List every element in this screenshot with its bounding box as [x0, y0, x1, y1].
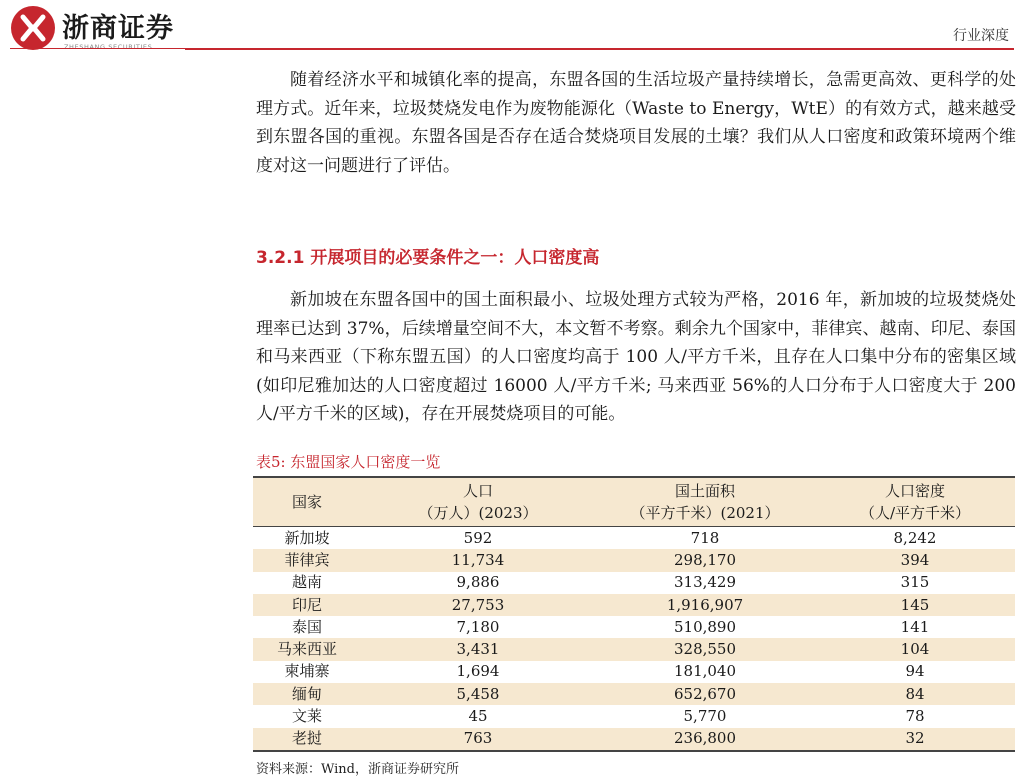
cell-area: 298,170	[595, 549, 815, 571]
cell-density: 104	[815, 638, 1015, 660]
cell-population: 3,431	[361, 638, 595, 660]
table-row	[253, 572, 1015, 594]
header-area-title: 国土面积	[674, 482, 735, 500]
cell-density: 8,242	[893, 528, 937, 547]
cell-population: 7,180	[456, 617, 500, 636]
cell-density: 315	[900, 573, 930, 592]
cell-country: 印尼	[253, 594, 361, 616]
cell-density: 394	[815, 549, 1015, 571]
header-population	[361, 477, 595, 527]
cell-country: 缅甸	[253, 683, 361, 705]
cell-country: 越南	[291, 573, 322, 592]
header-density-unit: （人/平方千米）	[859, 504, 971, 522]
cell-country: 新加坡	[284, 528, 330, 547]
header-country: 国家	[253, 477, 361, 527]
intro-paragraph: 随着经济水平和城镇化率的提高，东盟各国的生活垃圾产量持续增长，急需更高效、更科学的处理方式。近年来，垃圾焚烧发电作为废物能源化（Waste to Energy，WtE）的有效方式，越来越受到东盟各国的重视。东盟各国是否存在适合焚烧项目发展的土壤？我们从人口密度和政策环境两个维度对这一问题进行了评估。	[256, 70, 1016, 176]
cell-area: 181,040	[673, 662, 737, 681]
cell-density: 78	[905, 707, 925, 726]
cell-area: 313,429	[673, 573, 737, 592]
header-population-unit: （万人）(2023）	[418, 504, 538, 522]
cell-population: 592	[463, 528, 493, 547]
cell-country: 文莱	[291, 707, 322, 726]
cell-country: 老挝	[253, 728, 361, 751]
header-density-title: 人口密度	[884, 482, 945, 500]
cell-population: 27,753	[361, 594, 595, 616]
table-row	[253, 527, 1015, 550]
brand-mark-icon	[10, 5, 56, 51]
cell-country: 马来西亚	[253, 638, 361, 660]
header-population-title: 人口	[462, 482, 493, 500]
density-table	[253, 476, 1015, 752]
cell-area: 718	[690, 528, 720, 547]
brand-name-en: ZHESHANG SECURITIES	[64, 43, 153, 51]
report-type-tag: 行业深度	[953, 28, 1009, 44]
cell-population: 763	[361, 728, 595, 751]
table-row	[253, 728, 1015, 751]
header-area	[595, 477, 815, 527]
cell-area: 1,916,907	[595, 594, 815, 616]
cell-population: 5,458	[361, 683, 595, 705]
section-title: 3.2.1 开展项目的必要条件之一：人口密度高	[256, 248, 600, 268]
cell-population: 11,734	[361, 549, 595, 571]
cell-area: 328,550	[595, 638, 815, 660]
cell-country: 泰国	[291, 617, 322, 636]
table-row	[253, 683, 1015, 705]
table-row	[253, 661, 1015, 683]
cell-area: 510,890	[673, 617, 737, 636]
table-source-note: 资料来源：Wind，浙商证券研究所	[256, 762, 459, 777]
header-area-unit: （平方千米）(2021）	[630, 504, 780, 522]
cell-density: 32	[815, 728, 1015, 751]
brand-name: 浙商证券	[62, 13, 174, 44]
cell-population: 9,886	[456, 573, 500, 592]
brand-logo	[10, 5, 185, 53]
header-density	[815, 477, 1015, 527]
table-row	[253, 638, 1015, 660]
header-divider-left	[10, 48, 185, 49]
table-row	[253, 549, 1015, 571]
table-caption: 表5: 东盟国家人口密度一览	[256, 453, 441, 471]
cell-area: 5,770	[683, 707, 727, 726]
header-divider	[185, 48, 1014, 50]
cell-density: 94	[905, 662, 925, 681]
cell-density: 84	[815, 683, 1015, 705]
table-row	[253, 616, 1015, 638]
cell-country: 菲律宾	[253, 549, 361, 571]
table-header-row	[253, 477, 1015, 527]
cell-population: 45	[468, 707, 488, 726]
cell-area: 236,800	[595, 728, 815, 751]
table-row	[253, 705, 1015, 727]
cell-area: 652,670	[595, 683, 815, 705]
table-row	[253, 594, 1015, 616]
cell-density: 141	[900, 617, 930, 636]
cell-population: 1,694	[456, 662, 500, 681]
section-paragraph: 新加坡在东盟各国中的国土面积最小、垃圾处理方式较为严格，2016 年，新加坡的垃圾焚烧处理率已达到 37%，后续增量空间不大，本文暂不考察。剩余九个国家中，菲律宾、越南、印尼、泰国和马来西亚（下称东盟五国）的人口密度均高于 100 人/平方千米，且存在人口集中分布的密集区域(如印尼雅加达的人口密度超过 16000 人/平方千米; 马来西亚 56%的人口分布于人口密度大于 200 人/平方千米的区域)，存在开展焚烧项目的可能。	[256, 290, 1016, 424]
cell-country: 柬埔寨	[284, 662, 330, 681]
cell-density: 145	[815, 594, 1015, 616]
